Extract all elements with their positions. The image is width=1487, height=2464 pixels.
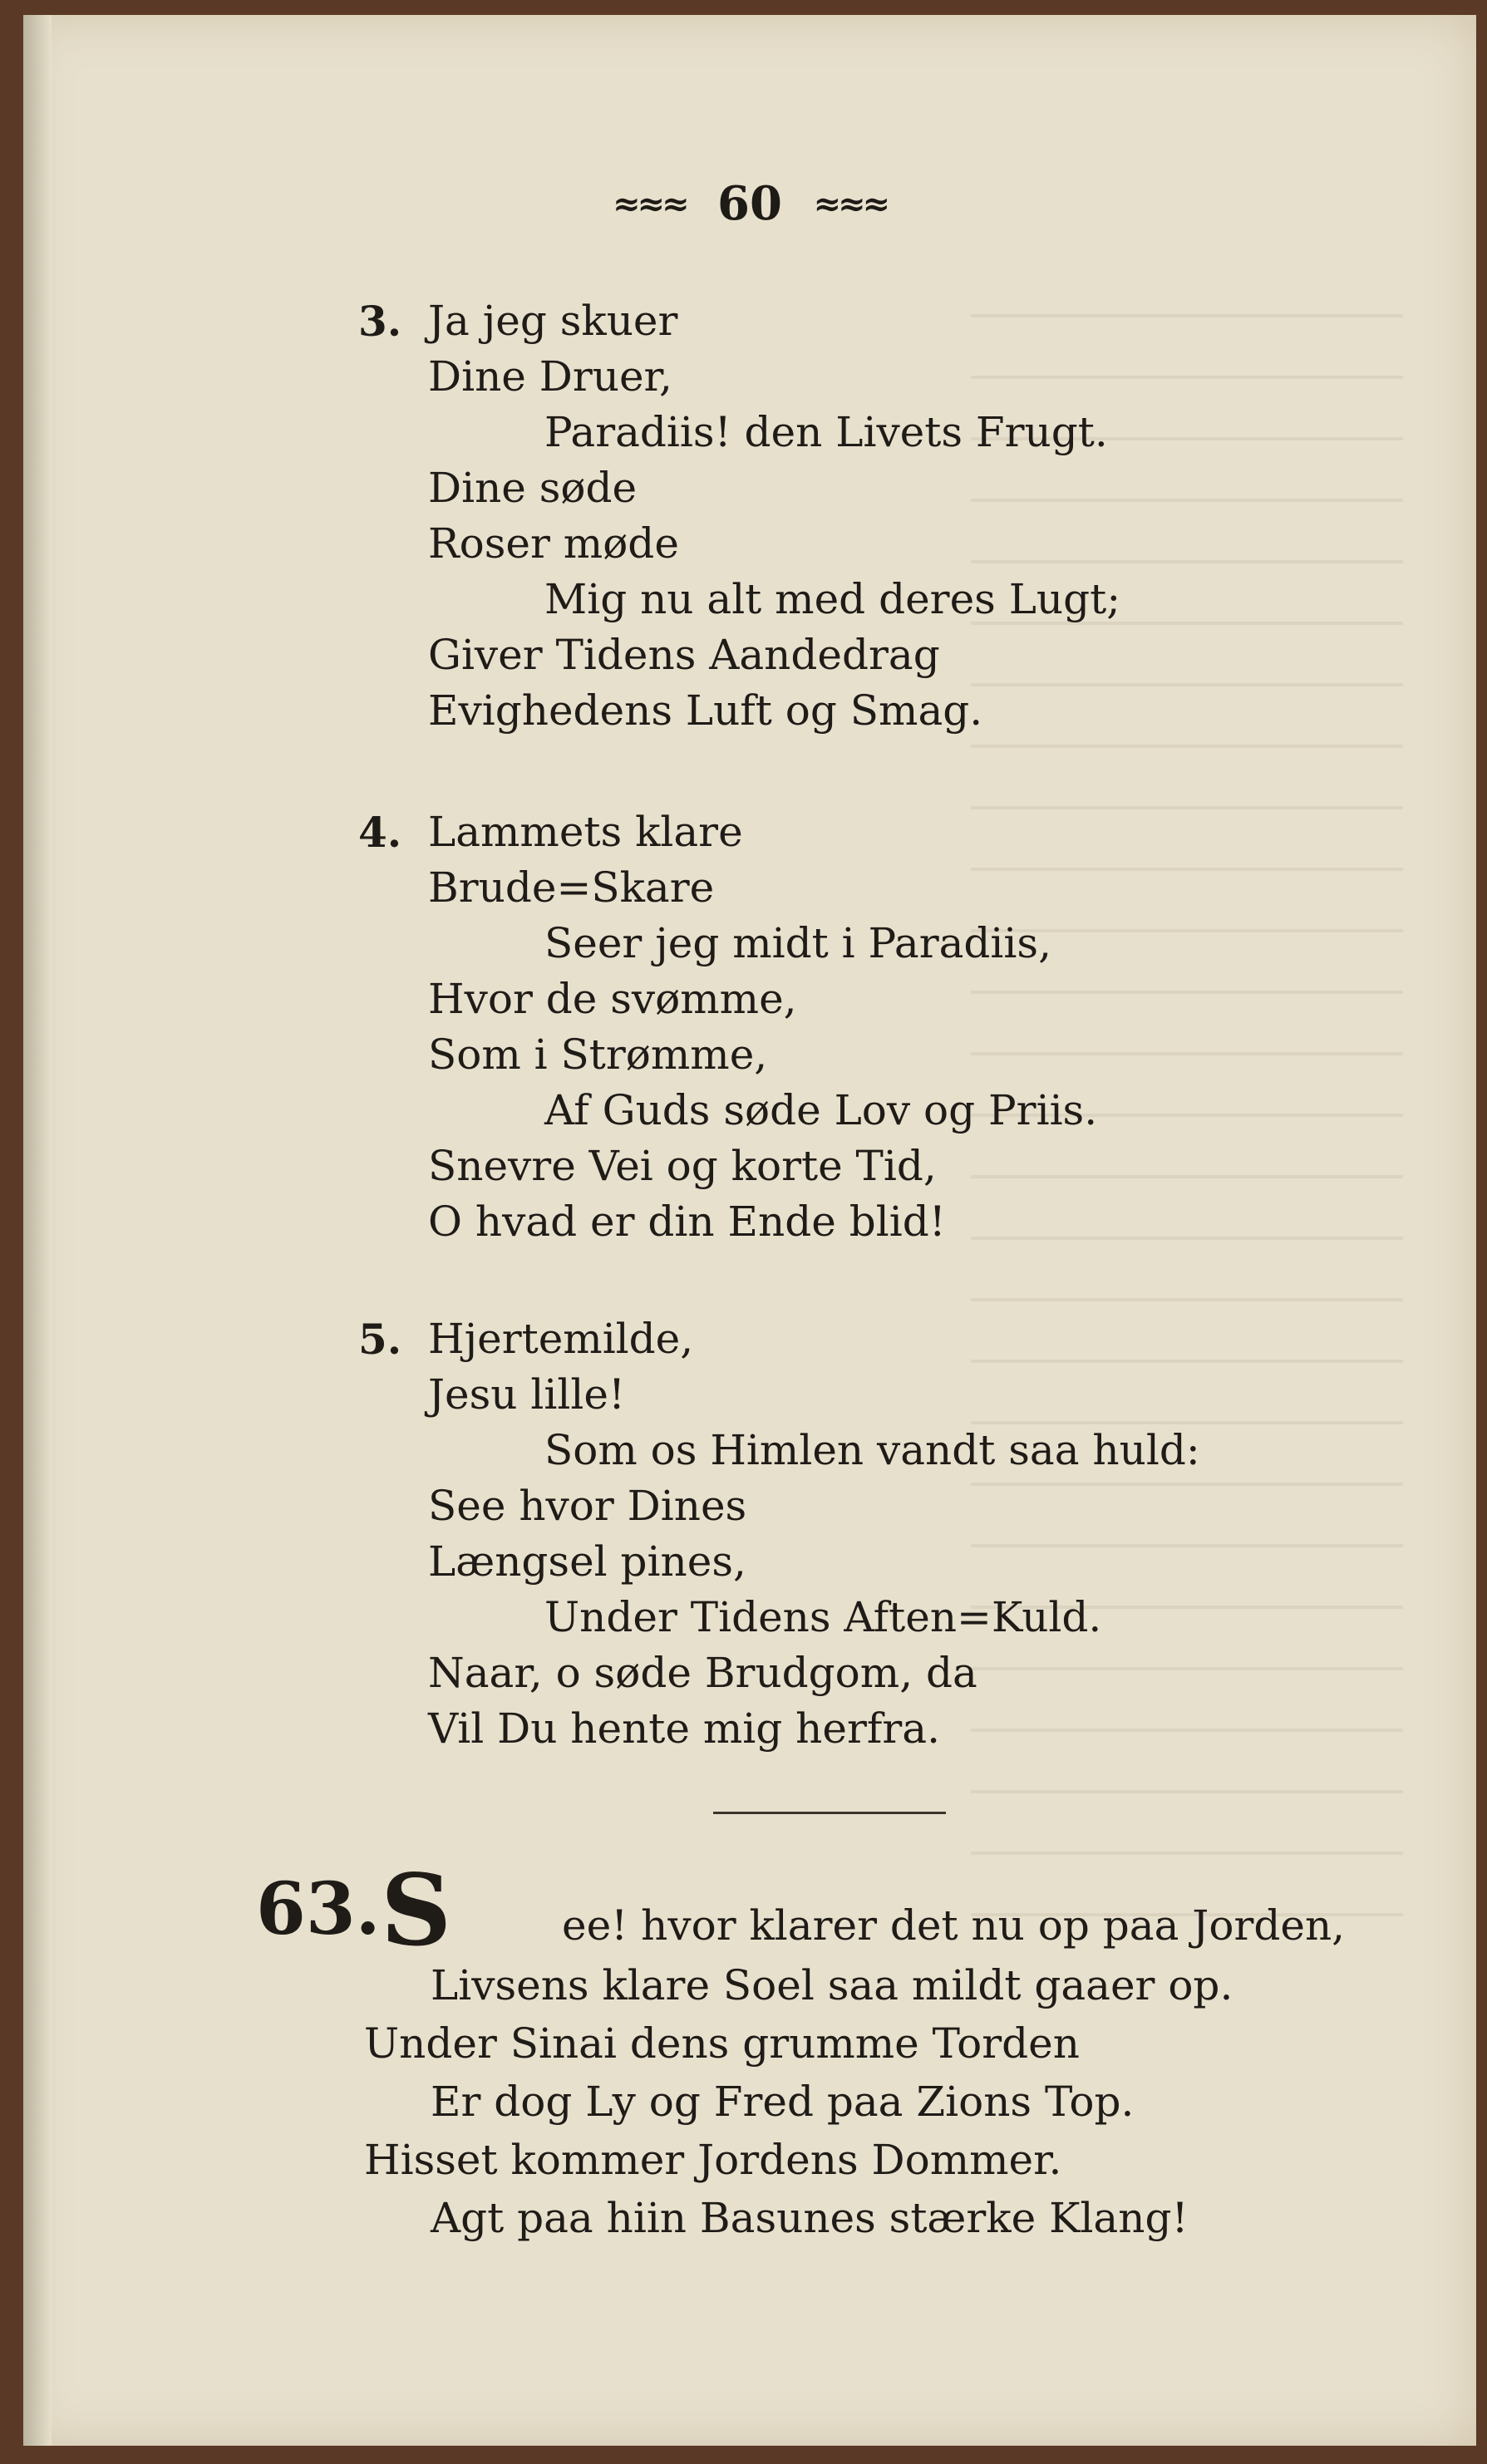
verse-line: Hisset kommer Jordens Dommer.	[364, 2136, 1062, 2184]
verse-line: Lammets klare	[428, 808, 743, 856]
verse-line: Giver Tidens Aandedrag	[428, 631, 940, 679]
verse-line: Dine Druer,	[428, 352, 672, 401]
book-page	[23, 15, 1476, 2446]
verse-line: Under Tidens Aften=Kuld.	[544, 1593, 1102, 1641]
verse-line: Af Guds søde Lov og Priis.	[544, 1086, 1098, 1134]
verse-line: Seer jeg midt i Paradiis,	[544, 919, 1051, 967]
verse-line: Vil Du hente mig herfra.	[428, 1704, 940, 1753]
ornament-right-icon: ≈≈≈	[813, 184, 888, 224]
verse-line: Mig nu alt med deres Lugt;	[544, 575, 1121, 623]
verse-line: Paradiis! den Livets Frugt.	[544, 408, 1108, 456]
verse-line: Som os Himlen vandt saa huld:	[544, 1426, 1200, 1474]
verse-line: Snevre Vei og korte Tid,	[428, 1142, 937, 1190]
stanza-number: 5.	[358, 1315, 402, 1364]
verse-line: Hjertemilde,	[428, 1315, 694, 1363]
verse-line: O hvad er din Ende blid!	[428, 1198, 946, 1246]
verse-line: Hvor de svømme,	[428, 975, 797, 1023]
verse-line: Naar, o søde Brudgom, da	[428, 1649, 977, 1697]
stanza-number: 3.	[358, 297, 402, 346]
verse-line: Jesu lille!	[428, 1370, 626, 1419]
drop-cap: S	[381, 1852, 452, 1968]
verse-line: Roser møde	[428, 519, 679, 568]
verse-line: Evighedens Luft og Smag.	[428, 686, 983, 735]
page-number: 60	[717, 176, 782, 232]
verse-line: Som i Strømme,	[428, 1030, 768, 1079]
verse-line: Dine søde	[428, 464, 638, 512]
verse-line: Livsens klare Soel saa mildt gaaer op.	[431, 1961, 1233, 2009]
verse-line: Ja jeg skuer	[428, 297, 678, 345]
stanza-5	[360, 1311, 1274, 1757]
verse-line: Under Sinai dens grumme Torden	[364, 2019, 1080, 2068]
stanza-number: 4.	[358, 808, 402, 857]
page-header	[23, 173, 1476, 231]
verse-line: Brude=Skare	[428, 863, 715, 912]
section-divider	[713, 1812, 946, 1814]
stanza-4	[360, 804, 1274, 1250]
page-spine-edge	[23, 15, 52, 2446]
verse-line: See hvor Dines	[428, 1482, 747, 1530]
verse-line: ee! hvor klarer det nu op paa Jorden,	[562, 1901, 1346, 1950]
stanza-3	[360, 293, 1274, 739]
verse-line: Agt paa hiin Basunes stærke Klang!	[431, 2194, 1189, 2242]
verse-line: Er dog Ly og Fred paa Zions Top.	[431, 2078, 1135, 2126]
ornament-left-icon: ≈≈≈	[612, 184, 687, 224]
hymn-number: 63.	[256, 1867, 381, 1951]
verse-line: Længsel pines,	[428, 1537, 746, 1586]
